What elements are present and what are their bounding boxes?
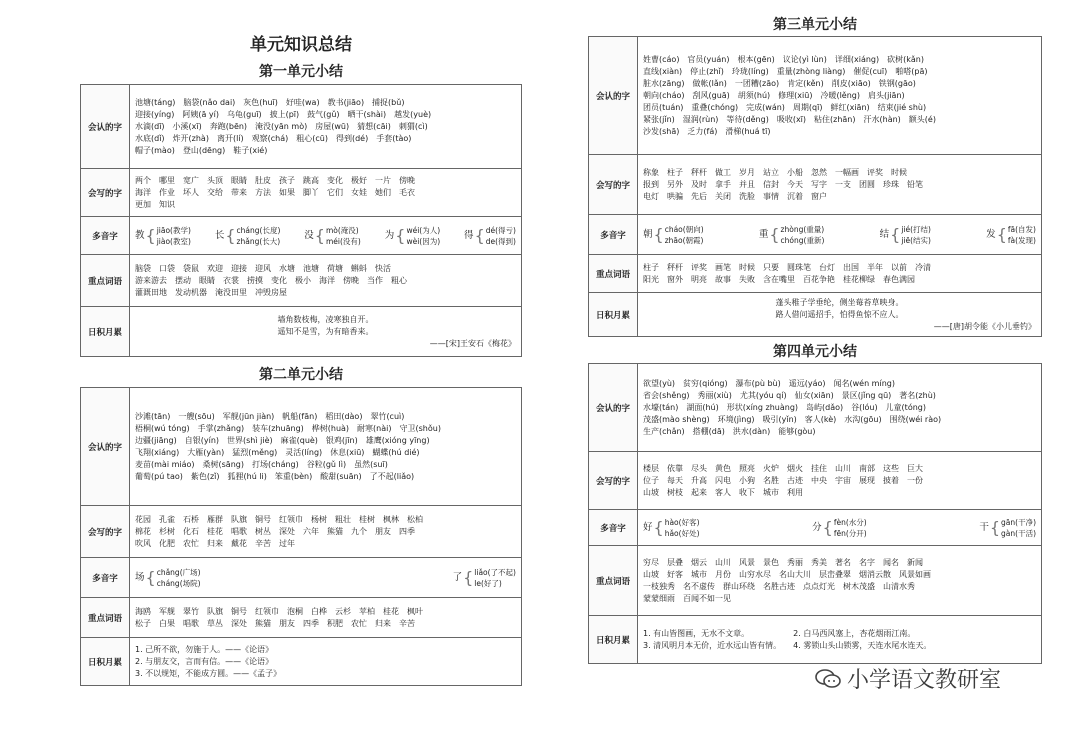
content-line: 花园 孔雀 石桥 雁群 队旗 铜号 红领巾 杨树 粗壮 桂树 枫林 松柏 (135, 514, 423, 524)
category-label: 重点词语 (589, 255, 638, 293)
category-label: 多音字 (81, 558, 130, 598)
polyphone-readings (665, 224, 704, 246)
polyphone-reading: fā(自发) (1007, 224, 1036, 234)
polyphone-reading: liǎo(了不起) (474, 567, 516, 577)
category-content (638, 616, 1042, 664)
content-line: 电灯 哄骗 先后 关闭 洗脸 事情 沉着 窗户 (643, 191, 827, 201)
brace-icon: { (989, 517, 1001, 537)
polyphone-reading: jiāo(教学) (156, 225, 191, 235)
polyphone-char: 好 (643, 521, 653, 533)
content-line: 穷尽 层叠 烟云 山川 风景 景色 秀丽 秀美 著名 名字 闻名 新闻 (643, 557, 923, 567)
polyphone-char: 得 (464, 229, 474, 241)
unit-title: 第一单元小结 (259, 64, 343, 80)
category-content (130, 85, 522, 169)
category-content (130, 558, 522, 598)
polyphone-list (135, 567, 516, 589)
unit-section (588, 341, 1042, 664)
unit-table (80, 84, 522, 357)
polyphone-reading: zhǎng(长大) (236, 236, 281, 246)
polyphone-list (643, 224, 1036, 246)
polyphone-reading: méi(没有) (325, 236, 361, 246)
table-row (589, 37, 1042, 155)
polyphone-reading: jiào(教室) (156, 236, 191, 246)
watermark (815, 663, 1001, 694)
category-label: 会写的字 (589, 155, 638, 215)
polyphone-reading: le(好了) (474, 578, 502, 588)
table-row (589, 510, 1042, 546)
content-line: 蒙蒙细雨 百闻不如一见 (643, 593, 731, 603)
polyphone-readings (781, 224, 825, 246)
polyphone-reading: wèi(因为) (406, 236, 441, 246)
content-line: 欲望(yù) 贫穷(qióng) 瀑布(pù bù) 遥远(yáo) 闻名(wén míng) (643, 378, 895, 388)
table-row (81, 506, 522, 558)
content-line: 位子 每天 升高 闪电 小狗 名胜 古迹 中央 宇宙 展现 披着 一份 (643, 475, 923, 485)
polyphone-group (464, 225, 516, 247)
polyphone-reading: jié(打结) (901, 224, 931, 234)
polyphone-group (135, 225, 191, 247)
polyphone-readings (1001, 517, 1036, 539)
content-line: 沙发(shā) 乏力(fá) 滑梯(huá tī) (643, 126, 771, 136)
content-line: 1. 有山皆图画，无水不文章。 2. 白马西风塞上，杏花烟雨江南。 (643, 628, 916, 638)
polyphone-char: 了 (452, 571, 463, 583)
unit-table (588, 363, 1042, 664)
content-line: 更加 知识 (135, 199, 175, 209)
polyphone-group (453, 567, 516, 589)
category-label: 日积月累 (81, 307, 130, 357)
brace-icon: { (145, 225, 156, 245)
content-line: 池塘(táng) 脑袋(nǎo dai) 灰色(huī) 好哇(wa) 教书(jiāo) 捕捉(bǔ) (135, 97, 405, 107)
content-line: 水底(dǐ) 炸开(zhà) 离开(lí) 观察(chá) 粗心(cū) 得到(dé) 手套(tào) (135, 133, 412, 143)
category-label: 会认的字 (81, 388, 130, 506)
content-line: 直线(xiàn) 停止(zhǐ) 玲珑(líng) 重量(zhòng liàng) 催促(cuī) 啪嗒(pā) (643, 66, 928, 76)
category-content (130, 307, 522, 357)
category-label: 日积月累 (589, 616, 638, 664)
poem-line: 蓬头稚子学垂纶，侧坐莓苔草映身。 (775, 297, 904, 307)
category-label: 会认的字 (589, 37, 638, 155)
content-line: 灌溉田地 发动机器 淹没田里 冲毁房屋 (135, 287, 287, 297)
content-line: 松子 白果 唱歌 草丛 深处 熊猫 朋友 四季 积肥 农忙 归来 辛苦 (135, 618, 415, 628)
content-line: 沙滩(tān) 一艘(sōu) 军舰(jūn jiàn) 帆船(fān) 稻田(dào) 翠竹(cuì) (135, 411, 405, 421)
category-label: 重点词语 (81, 598, 130, 638)
content-line: 团员(tuán) 重叠(chóng) 完成(wán) 周期(qī) 鲜红(xiān) 结束(jié shù) (643, 102, 927, 112)
unit-title: 第三单元小结 (773, 17, 857, 33)
polyphone-group (986, 224, 1036, 246)
table-row (589, 155, 1042, 215)
category-content (638, 546, 1042, 616)
category-content (130, 598, 522, 638)
category-label: 会写的字 (81, 169, 130, 217)
content-line: 省会(shěng) 秀丽(xiù) 尤其(yóu qí) 仙女(xiān) 景区(jǐng qū) 著名(zhù) (643, 390, 936, 400)
brace-icon: { (474, 225, 485, 245)
category-content (638, 155, 1042, 215)
category-content (638, 255, 1042, 293)
content-line: 报到 另外 及时 拿手 并且 信封 今天 写字 一支 团圆 珍珠 铅笔 (643, 179, 923, 189)
polyphone-reading: jiē(结实) (901, 235, 931, 245)
polyphone-reading: de(得到) (485, 236, 516, 246)
content-line: 3. 不以规矩，不能成方圆。——《孟子》 (135, 668, 282, 678)
content-line: 两个 哪里 宽广 头顶 眼睛 肚皮 孩子 跳高 变化 极好 一片 傍晚 (135, 175, 415, 185)
content-line: 海鸥 军舰 翠竹 队旗 铜号 红领巾 泡桐 白桦 云杉 苹柏 桂花 枫叶 (135, 606, 423, 616)
table-row (81, 255, 522, 307)
polyphone-reading: wéi(为人) (406, 225, 441, 235)
polyphone-reading: gàn(干活) (1001, 528, 1036, 538)
polyphone-group (135, 567, 201, 589)
content-line: 脏水(zāng) 做帐(lǎn) 一团糟(zāo) 肯定(kěn) 削皮(xiāo) 铁钢(gāo) (643, 78, 916, 88)
table-row (589, 255, 1042, 293)
polyphone-list (643, 517, 1036, 539)
poem-line: 墙角数枝梅，凌寒独自开。 (277, 314, 374, 324)
table-row (589, 293, 1042, 337)
content-line: 迎接(yíng) 阿姨(ā yí) 乌龟(guī) 披上(pī) 鼓气(gǔ) 晒干(shài) 越发(yuè) (135, 109, 432, 119)
category-label: 多音字 (81, 217, 130, 255)
table-row (81, 169, 522, 217)
category-content (130, 388, 522, 506)
category-label: 会认的字 (589, 364, 638, 452)
content-line: 海洋 作业 坏人 交给 带来 方法 如果 脚丫 它们 女娃 她们 毛衣 (135, 187, 415, 197)
category-label: 会写的字 (589, 452, 638, 510)
category-label: 会写的字 (81, 506, 130, 558)
content-line: 楼层 依靠 尽头 黄色 照亮 火炉 烟火 挂住 山川 南部 这些 巨大 (643, 463, 923, 473)
brace-icon: { (145, 567, 156, 587)
category-label: 日积月累 (81, 638, 130, 686)
brace-icon: { (395, 225, 406, 245)
brace-icon: { (314, 225, 325, 245)
polyphone-reading: gān(干净) (1001, 517, 1036, 527)
polyphone-reading: chǎng(广场) (156, 567, 201, 577)
content-line: 飞翔(xiáng) 大雁(yàn) 猛烈(měng) 灵活(líng) 休息(xiū) 蝴蝶(hú dié) (135, 447, 420, 457)
content-line: 水滴(dī) 小溪(xī) 奔跑(bēn) 淹没(yān mò) 房屋(wū) 猜想(cāi) 刺猬(cì) (135, 121, 428, 131)
polyphone-group (215, 225, 281, 247)
poem-attribution: ——[宋]王安石《梅花》 (429, 338, 516, 348)
table-row (81, 558, 522, 598)
brace-icon: { (653, 517, 664, 537)
category-content (638, 37, 1042, 155)
polyphone-readings (157, 225, 191, 247)
brace-icon: { (463, 567, 474, 587)
content-line: 边疆(jiāng) 自银(yín) 世界(shì jiè) 麻雀(què) 银鸡(jīn) 雄鹰(xióng yīng) (135, 435, 430, 445)
polyphone-reading: cháo(朝向) (664, 224, 704, 234)
brace-icon: { (653, 224, 664, 244)
unit-section (588, 14, 1042, 341)
content-line: 一枝独秀 名不虚传 群山环绕 名胜古迹 点点灯光 树木茂盛 山清水秀 (643, 581, 915, 591)
brace-icon: { (890, 224, 901, 244)
polyphone-reading: fà(发现) (1007, 235, 1036, 245)
polyphone-group (880, 224, 931, 246)
category-content (638, 510, 1042, 546)
table-row (81, 217, 522, 255)
polyphone-reading: zhòng(重量) (780, 224, 825, 234)
content-line: 水壕(tán) 湖面(hú) 形状(xíng zhuàng) 岛屿(dǎo) 谷(lóu) 儿童(tóng) (643, 402, 926, 412)
brace-icon: { (996, 224, 1007, 244)
content-line: 麦苗(mài miáo) 桑树(sāng) 打场(cháng) 谷粒(gǔ lì) 虽然(suī) (135, 459, 388, 469)
poem-attribution: ——[唐]胡令能《小儿垂钓》 (933, 321, 1036, 331)
content-line: 帽子(mào) 登山(dēng) 鞋子(xié) (135, 145, 268, 155)
category-content (130, 506, 522, 558)
content-line: 脑袋 口袋 袋鼠 欢迎 迎接 迎风 水塘 池塘 荷塘 蝌蚪 快活 (135, 263, 391, 273)
category-label: 重点词语 (589, 546, 638, 616)
polyphone-reading: hào(好客) (664, 517, 700, 527)
polyphone-readings (157, 567, 201, 589)
polyphone-char: 场 (135, 571, 145, 583)
polyphone-char: 教 (135, 229, 145, 241)
polyphone-reading: zhāo(朝霞) (664, 235, 704, 245)
unit-table (80, 387, 522, 686)
polyphone-char: 没 (304, 229, 314, 241)
polyphone-reading: cháng(长度) (236, 225, 281, 235)
unit-title: 第四单元小结 (773, 344, 857, 360)
category-label: 多音字 (589, 510, 638, 546)
table-row (81, 638, 522, 686)
polyphone-reading: fèn(水分) (833, 517, 867, 527)
polyphone-list (135, 225, 516, 247)
polyphone-reading: fēn(分开) (833, 528, 867, 538)
polyphone-reading: hǎo(好处) (664, 528, 700, 538)
polyphone-reading: chóng(重新) (780, 235, 825, 245)
content-line: 游来游去 摆动 眼睛 衣裳 捞摸 变化 极小 海洋 傍晚 当作 粗心 (135, 275, 407, 285)
brace-icon: { (822, 517, 833, 537)
polyphone-char: 重 (758, 228, 769, 240)
category-content (130, 638, 522, 686)
polyphone-readings (665, 517, 700, 539)
polyphone-group (643, 224, 704, 246)
polyphone-char: 为 (384, 229, 395, 241)
content-line: 紧张(jǐn) 湿润(rùn) 等待(děng) 吸收(xī) 粘住(zhān) 汗水(hàn) 额头(é) (643, 114, 936, 124)
polyphone-char: 朝 (643, 228, 653, 240)
table-row (81, 307, 522, 357)
content-line: 山坡 树枝 起来 客人 收下 城市 利用 (643, 487, 803, 497)
content-line: 2. 与朋友交，言而有信。——《论语》 (135, 656, 274, 666)
polyphone-readings (406, 225, 440, 247)
unit-table (588, 36, 1042, 337)
content-line: 山坡 好客 城市 月份 山穷水尽 名山大川 层峦叠翠 烟消云散 风景如画 (643, 569, 931, 579)
table-row (589, 452, 1042, 510)
table-row (589, 364, 1042, 452)
document-title: 单元知识总结 (250, 35, 352, 55)
unit-section (80, 60, 522, 363)
polyphone-char: 干 (979, 521, 989, 533)
category-label: 日积月累 (589, 293, 638, 337)
category-content (638, 215, 1042, 255)
content-line: 茂盛(mào shèng) 环境(jìng) 吸引(yǐn) 客人(kè) 水沟(gōu) 围绕(wéi rào) (643, 414, 942, 424)
polyphone-readings (1008, 224, 1036, 246)
content-line: 姓曹(cáo) 官员(yuán) 根本(gēn) 议论(yì lùn) 详细(xiáng) 砍树(kǎn) (643, 54, 924, 64)
category-content (130, 255, 522, 307)
polyphone-group (643, 517, 700, 539)
watermark-text: 小学语文教研室 (847, 668, 1002, 693)
table-row (589, 616, 1042, 664)
content-line: 阳光 窗外 明亮 故事 失败 含在嘴里 百花争艳 桂花柳绿 春色满园 (643, 274, 915, 284)
unit-title: 第二单元小结 (259, 367, 343, 383)
polyphone-readings (326, 225, 361, 247)
category-content (130, 217, 522, 255)
polyphone-reading: mò(淹没) (325, 225, 359, 235)
category-content (638, 364, 1042, 452)
content-line: 1. 己所不欲，勿施于人。——《论语》 (135, 644, 274, 654)
polyphone-readings (834, 517, 867, 539)
content-line: 朝向(cháo) 刮风(guā) 胡须(hú) 修理(xiū) 冷暖(lěng) 肩头(jiān) (643, 90, 905, 100)
content-line: 生产(chǎn) 搭棚(dā) 洪水(dàn) 能够(gòu) (643, 426, 816, 436)
brace-icon: { (769, 224, 780, 244)
polyphone-char: 长 (214, 229, 225, 241)
table-row (589, 215, 1042, 255)
right-page (588, 14, 1042, 664)
category-content (638, 452, 1042, 510)
category-label: 重点词语 (81, 255, 130, 307)
poem-line: 遥知不是雪，为有暗香来。 (277, 326, 374, 336)
content-line: 称象 柱子 秤杆 做工 岁月 站立 小船 忽然 一幅画 评奖 时候 (643, 167, 907, 177)
chat-bubbles-icon (815, 669, 841, 689)
content-line: 吹风 化肥 农忙 归来 戴花 辛苦 过年 (135, 538, 295, 548)
content-line: 棉花 杉树 化石 桂花 唱歌 树丛 深处 六年 熊猫 九个 朋友 四季 (135, 526, 415, 536)
category-label: 会认的字 (81, 85, 130, 169)
polyphone-char: 发 (986, 228, 996, 240)
polyphone-char: 结 (879, 228, 890, 240)
content-line: 梧桐(wú tóng) 手掌(zhǎng) 装车(zhuāng) 桦树(huà) 耐寒(nài) 守卫(shǒu) (135, 423, 441, 433)
polyphone-readings (901, 224, 931, 246)
left-page (80, 30, 522, 686)
content-line: 3. 清风明月本无价，近水远山皆有情。 4. 雾锁山头山锁雾，天连水尾水连天。 (643, 640, 932, 650)
polyphone-group (759, 224, 825, 246)
category-label: 多音字 (589, 215, 638, 255)
polyphone-char: 分 (812, 521, 822, 533)
content-line: 柱子 秤杆 评奖 画笔 时候 只要 圆珠笔 台灯 出国 半年 以前 冷清 (643, 262, 931, 272)
table-row (81, 85, 522, 169)
polyphone-reading: dé(得亏) (485, 225, 516, 235)
poem-line: 路人借问遥招手，怕得鱼惊不应人。 (775, 309, 904, 319)
polyphone-group (979, 517, 1036, 539)
brace-icon: { (225, 225, 236, 245)
polyphone-reading: cháng(场院) (156, 578, 201, 588)
polyphone-readings (474, 567, 516, 589)
category-content (130, 169, 522, 217)
polyphone-group (812, 517, 867, 539)
polyphone-group (304, 225, 361, 247)
table-row (81, 388, 522, 506)
unit-section (80, 363, 522, 686)
polyphone-readings (237, 225, 281, 247)
content-line: 葡萄(pú tao) 紫色(zǐ) 狐狸(hú li) 笨重(bèn) 酸甜(suān) 了不起(liǎo) (135, 471, 415, 481)
table-row (589, 546, 1042, 616)
polyphone-readings (486, 225, 516, 247)
table-row (81, 598, 522, 638)
category-content (638, 293, 1042, 337)
polyphone-group (385, 225, 440, 247)
